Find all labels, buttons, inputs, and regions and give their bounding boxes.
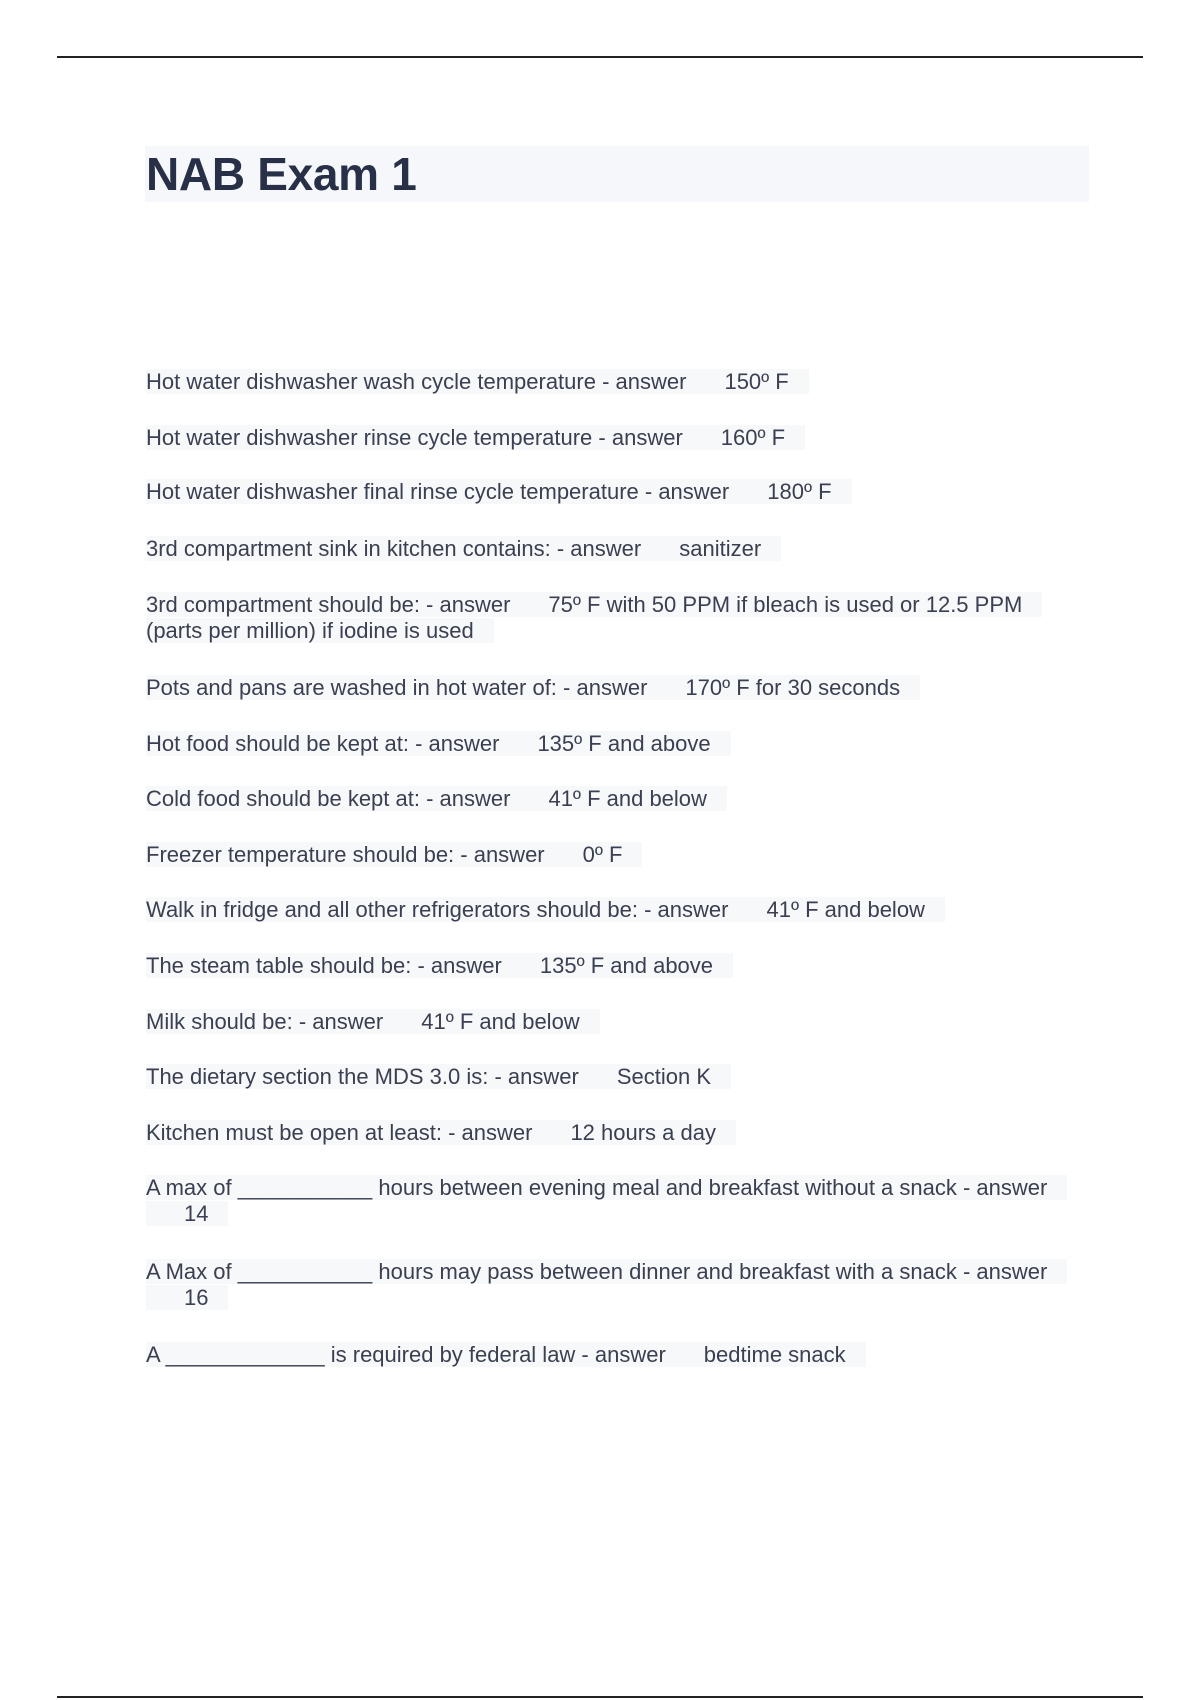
question-text: Pots and pans are washed in hot water of: - answer <box>146 675 648 700</box>
question-text: Kitchen must be open at least: - answer <box>146 1120 533 1145</box>
question-text: 3rd compartment sink in kitchen contains: - answer <box>146 536 642 561</box>
answer-text: 160º F <box>720 425 786 450</box>
answer-text: 41º F and below <box>548 786 707 811</box>
question-text: Hot food should be kept at: - answer <box>146 731 500 756</box>
question-text: Milk should be: - answer <box>146 1009 384 1034</box>
qa-item <box>146 842 1066 868</box>
question-text: Hot water dishwasher wash cycle temperature - answer <box>146 369 687 394</box>
top-rule <box>57 56 1143 58</box>
question-text: The dietary section the MDS 3.0 is: - answer <box>146 1064 579 1089</box>
question-text: Walk in fridge and all other refrigerators should be: - answer <box>146 897 729 922</box>
answer-text: 12 hours a day <box>570 1120 716 1145</box>
qa-item <box>146 897 1066 923</box>
answer-text: bedtime snack <box>703 1342 846 1367</box>
answer-text: 180º F <box>767 479 832 504</box>
qa-item <box>146 479 1066 505</box>
answer-text: 75º F with 50 PPM if bleach is used or 12.5 PPM (parts per million) if iodine is used <box>146 592 1023 643</box>
qa-item <box>146 369 1066 395</box>
question-text: Hot water dishwasher rinse cycle temperature - answer <box>146 425 683 450</box>
qa-item <box>146 1064 1066 1090</box>
question-text: A Max of ___________ hours may pass between dinner and breakfast with a snack - answer <box>146 1259 1048 1284</box>
qa-item <box>146 786 1066 812</box>
question-text: Hot water dishwasher final rinse cycle temperature - answer <box>146 479 730 504</box>
qa-item <box>146 731 1066 757</box>
answer-text: 150º F <box>724 369 789 394</box>
question-text: Cold food should be kept at: - answer <box>146 786 511 811</box>
answer-text: 0º F <box>582 842 623 867</box>
qa-item <box>146 1120 1066 1146</box>
qa-item <box>146 1175 1066 1227</box>
answer-text: 135º F and above <box>537 731 711 756</box>
qa-item <box>146 675 1066 701</box>
qa-item <box>146 953 1066 979</box>
answer-text: 16 <box>184 1285 209 1310</box>
question-text: A max of ___________ hours between evening meal and breakfast without a snack - answer <box>146 1175 1048 1200</box>
bottom-rule <box>57 1696 1143 1698</box>
qa-item <box>146 1342 1066 1368</box>
answer-text: 135º F and above <box>539 953 714 978</box>
answer-text: Section K <box>616 1064 712 1089</box>
qa-item <box>146 536 1066 562</box>
qa-item <box>146 1009 1066 1035</box>
answer-text: sanitizer <box>679 536 762 561</box>
qa-item <box>146 592 1066 644</box>
answer-text: 170º F for 30 seconds <box>685 675 901 700</box>
qa-item <box>146 425 1066 451</box>
question-text: Freezer temperature should be: - answer <box>146 842 545 867</box>
question-text: A _____________ is required by federal law - answer <box>146 1342 666 1367</box>
answer-text: 14 <box>184 1201 209 1226</box>
answer-text: 41º F and below <box>421 1009 580 1034</box>
question-text: 3rd compartment should be: - answer <box>146 592 511 617</box>
page-title: NAB Exam 1 <box>146 148 417 200</box>
qa-item <box>146 1259 1066 1311</box>
answer-text: 41º F and below <box>766 897 925 922</box>
question-text: The steam table should be: - answer <box>146 953 502 978</box>
